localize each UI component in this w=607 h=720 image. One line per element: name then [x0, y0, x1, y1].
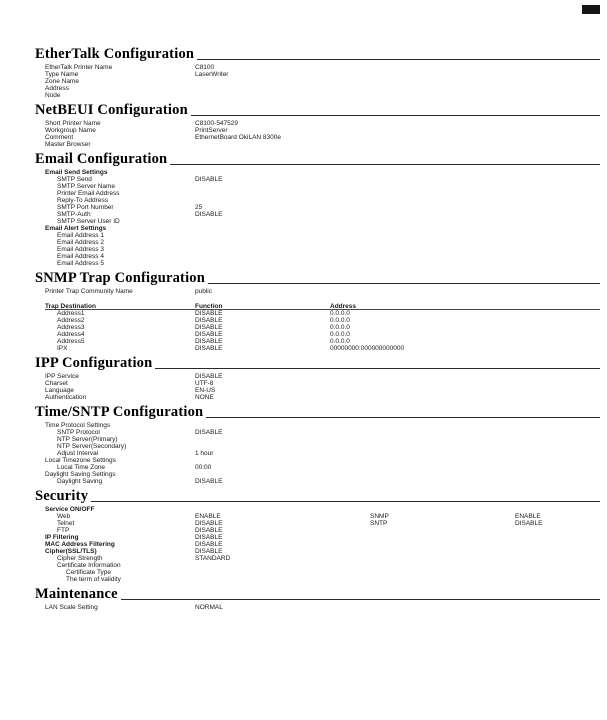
config-row	[35, 506, 600, 513]
config-row	[35, 71, 600, 78]
row-label: Daylight Saving Settings	[45, 471, 116, 478]
config-row	[35, 478, 600, 485]
row-label: Address2	[57, 317, 85, 324]
row-label: Reply-To Address	[57, 197, 108, 204]
row-value: PrintServer	[195, 127, 228, 134]
row-value: STANDARD	[195, 555, 231, 562]
row-label: SNTP Protocol	[57, 429, 100, 436]
row-label: Email Address 2	[57, 239, 104, 246]
config-row	[35, 527, 600, 534]
config-row	[35, 464, 600, 471]
table-header-row	[35, 303, 600, 310]
row-label: SMTP Port Number	[57, 204, 114, 211]
row-label: Address	[45, 85, 69, 92]
config-row	[35, 534, 600, 541]
row-label: Email Address 5	[57, 260, 104, 267]
row-label: Local Timezone Settings	[45, 457, 116, 464]
row-label: Time Protocol Settings	[45, 422, 111, 429]
config-row	[35, 225, 600, 232]
config-row	[35, 78, 600, 85]
config-row	[35, 345, 600, 352]
section-header	[35, 271, 600, 286]
config-row	[35, 604, 600, 611]
row-value: EthernetBoard OkiLAN 8300e	[195, 134, 281, 141]
row-label: Zone Name	[45, 78, 79, 85]
config-row	[35, 471, 600, 478]
config-row	[35, 520, 600, 527]
row-label: Short Printer Name	[45, 120, 101, 127]
config-row	[35, 246, 600, 253]
section-header	[35, 47, 600, 62]
row-address-value: 0.0.0.0	[330, 331, 350, 338]
config-row	[35, 260, 600, 267]
row-value: public	[195, 288, 212, 295]
section-rule	[91, 501, 600, 502]
section-rule	[170, 164, 600, 165]
row-label: Email Send Settings	[45, 169, 108, 176]
config-row	[35, 429, 600, 436]
section-title: Security	[35, 488, 89, 504]
row-value: DISABLE	[195, 534, 223, 541]
section-title: SNMP Trap Configuration	[35, 270, 206, 286]
config-row	[35, 373, 600, 380]
config-row	[35, 218, 600, 225]
row-label: SMTP Server User ID	[57, 218, 120, 225]
config-row	[35, 232, 600, 239]
row-label: The term of validity	[66, 576, 121, 583]
row-value: DISABLE	[195, 345, 223, 352]
row-label: Workgroup Name	[45, 127, 96, 134]
config-row	[35, 380, 600, 387]
row-label: Telnet	[57, 520, 75, 527]
row-value: ENABLE	[195, 513, 221, 520]
row-value: NONE	[195, 394, 214, 401]
config-row	[35, 548, 600, 555]
config-row	[35, 141, 600, 148]
config-row	[35, 127, 600, 134]
config-row	[35, 134, 600, 141]
row-label: Adjust Interval	[57, 450, 99, 457]
column-header-destination: Trap Destination	[45, 303, 96, 310]
row-label: Type Name	[45, 71, 79, 78]
row-value: DISABLE	[195, 373, 223, 380]
config-row	[35, 120, 600, 127]
config-row	[35, 387, 600, 394]
row-value: C8100-547529	[195, 120, 239, 127]
page-content	[35, 47, 600, 611]
section-title: Email Configuration	[35, 151, 168, 167]
section-maintenance	[35, 587, 600, 611]
row-address-value: 0.0.0.0	[330, 338, 350, 345]
config-row	[35, 450, 600, 457]
row-label: Email Alert Settings	[45, 225, 107, 232]
config-row	[35, 85, 600, 92]
row-value: DISABLE	[195, 331, 223, 338]
section-header	[35, 356, 600, 371]
row-value: DISABLE	[195, 548, 223, 555]
row-label: Service ON/OFF	[45, 506, 95, 513]
row-label: Language	[45, 387, 74, 394]
row-value: EN-US	[195, 387, 216, 394]
row-label: Cipher Strength	[57, 555, 103, 562]
row-label: Comment	[45, 134, 74, 141]
section-title: Maintenance	[35, 586, 118, 602]
config-row	[35, 197, 600, 204]
config-row	[35, 443, 600, 450]
row-label: Local Time Zone	[57, 464, 106, 471]
row-label: SMTP Server Name	[57, 183, 116, 190]
row-label: SMTP-Auth	[57, 211, 91, 218]
config-row	[35, 569, 600, 576]
row-label: Address5	[57, 338, 85, 345]
row-value: DISABLE	[195, 541, 223, 548]
row-label: SMTP Send	[57, 176, 92, 183]
row-secondary-label: SNTP	[370, 520, 388, 527]
row-secondary-label: SNMP	[370, 513, 389, 520]
section-rule	[197, 59, 600, 60]
row-label: NTP Server(Secondary)	[57, 443, 127, 450]
section-header	[35, 152, 600, 167]
config-row	[35, 310, 600, 317]
section-ethertalk-configuration	[35, 47, 600, 99]
row-value: 1 hour	[195, 450, 214, 457]
section-rule	[191, 115, 600, 116]
row-label: LAN Scale Setting	[45, 604, 98, 611]
row-value: DISABLE	[195, 338, 223, 345]
section-header	[35, 587, 600, 602]
section-title: NetBEUI Configuration	[35, 102, 188, 118]
row-value: DISABLE	[195, 176, 223, 183]
row-label: EtherTalk Printer Name	[45, 64, 113, 71]
row-label: Printer Trap Community Name	[45, 288, 133, 295]
config-row	[35, 338, 600, 345]
section-title: IPP Configuration	[35, 355, 153, 371]
row-label: Node	[45, 92, 61, 99]
row-label: FTP	[57, 527, 70, 534]
row-label: Email Address 1	[57, 232, 104, 239]
row-label: Web	[57, 513, 71, 520]
row-label: IPP Service	[45, 373, 79, 380]
config-row	[35, 394, 600, 401]
config-row	[35, 190, 600, 197]
row-label: Address1	[57, 310, 85, 317]
row-value: DISABLE	[195, 310, 223, 317]
config-row	[35, 562, 600, 569]
row-address-value: 0.0.0.0	[330, 324, 350, 331]
config-row	[35, 457, 600, 464]
row-label: Certificate Type	[66, 569, 112, 576]
row-label: Master Browser	[45, 141, 91, 148]
section-ipp-configuration	[35, 356, 600, 401]
section-header	[35, 405, 600, 420]
row-value: DISABLE	[195, 211, 223, 218]
section-rule	[208, 283, 600, 284]
config-row	[35, 176, 600, 183]
print-registration-mark	[582, 5, 600, 14]
row-label: Email Address 3	[57, 246, 104, 253]
row-value: C8100	[195, 64, 215, 71]
section-security	[35, 489, 600, 583]
row-label: MAC Address Filtering	[45, 541, 115, 548]
row-value: DISABLE	[195, 317, 223, 324]
row-label: Address4	[57, 331, 85, 338]
row-label: Email Address 4	[57, 253, 104, 260]
section-rule	[155, 368, 600, 369]
row-label: Printer Email Address	[57, 190, 120, 197]
config-row	[35, 541, 600, 548]
row-value: 00:00	[195, 464, 212, 471]
config-row	[35, 331, 600, 338]
row-label: Certificate Information	[57, 562, 121, 569]
row-label: Daylight Saving	[57, 478, 103, 485]
section-email-configuration	[35, 152, 600, 267]
section-snmp-trap-configuration	[35, 271, 600, 352]
config-row	[35, 576, 600, 583]
config-row	[35, 555, 600, 562]
row-label: IPX	[57, 345, 68, 352]
row-value: DISABLE	[195, 324, 223, 331]
config-row	[35, 204, 600, 211]
row-address-value: 0.0.0.0	[330, 310, 350, 317]
row-label: Authentication	[45, 394, 87, 401]
row-value: DISABLE	[195, 520, 223, 527]
row-address-value: 0.0.0.0	[330, 317, 350, 324]
row-label: Charset	[45, 380, 68, 387]
section-rule	[206, 417, 600, 418]
row-address-value: 00000000:000000000000	[330, 345, 405, 352]
section-title: Time/SNTP Configuration	[35, 404, 204, 420]
row-secondary-value: DISABLE	[515, 520, 543, 527]
row-value: NORMAL	[195, 604, 223, 611]
row-value: DISABLE	[195, 429, 223, 436]
row-value: DISABLE	[195, 527, 223, 534]
section-header	[35, 489, 600, 504]
config-row	[35, 324, 600, 331]
section-header	[35, 103, 600, 118]
config-row	[35, 436, 600, 443]
row-value: LaserWriter	[195, 71, 229, 78]
column-header-function: Function	[195, 303, 223, 310]
config-row	[35, 253, 600, 260]
row-label: NTP Server(Primary)	[57, 436, 118, 443]
config-row	[35, 211, 600, 218]
row-value: UTF-8	[195, 380, 214, 387]
config-row	[35, 169, 600, 176]
section-rule	[121, 599, 600, 600]
row-value: 25	[195, 204, 203, 211]
config-row	[35, 513, 600, 520]
config-row	[35, 92, 600, 99]
config-row	[35, 317, 600, 324]
row-secondary-value: ENABLE	[515, 513, 541, 520]
config-row	[35, 64, 600, 71]
section-title: EtherTalk Configuration	[35, 46, 195, 62]
row-label: IP Filtering	[45, 534, 79, 541]
row-value: DISABLE	[195, 478, 223, 485]
config-row	[35, 239, 600, 246]
section-time-sntp-configuration	[35, 405, 600, 485]
column-header-address: Address	[330, 303, 357, 310]
config-row	[35, 422, 600, 429]
section-netbeui-configuration	[35, 103, 600, 148]
config-row	[35, 183, 600, 190]
config-row	[35, 288, 600, 295]
row-label: Address3	[57, 324, 85, 331]
row-label: Cipher(SSL/TLS)	[45, 548, 97, 555]
